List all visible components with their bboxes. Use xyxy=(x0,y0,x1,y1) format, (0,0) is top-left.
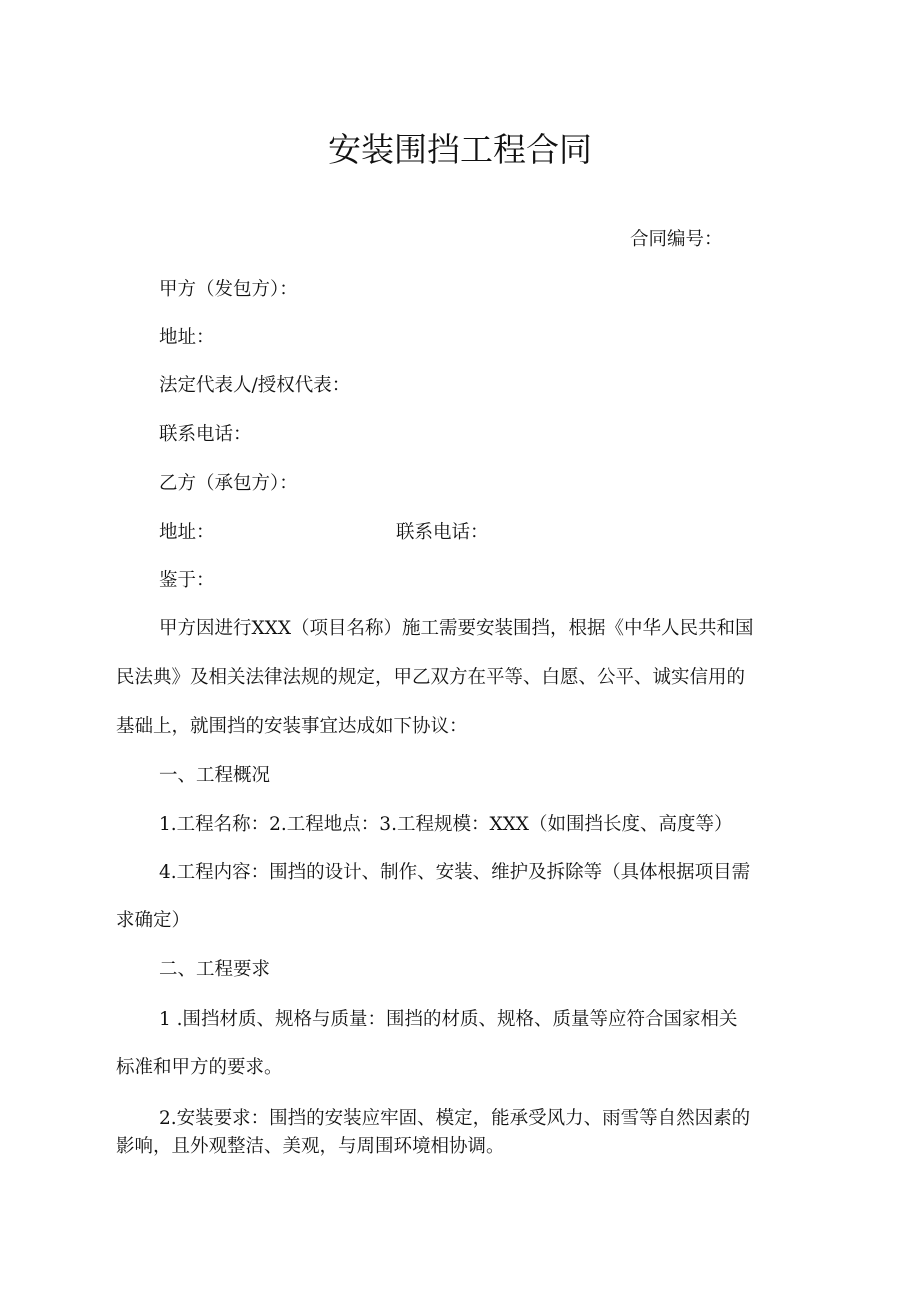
party-a-representative-label: 法定代表人/授权代表： xyxy=(159,375,351,396)
party-b-address-label: 地址： xyxy=(159,522,215,543)
item-line: 1 .围挡材质、规格与质量：围挡的材质、规格、质量等应符合国家相关 xyxy=(159,1009,738,1030)
item-line: 影响，且外观整洁、美观，与周围环境相协调。 xyxy=(116,1136,505,1157)
intro-line: 甲方因进行XXX（项目名称）施工需要安装围挡，根据《中华人民共和国 xyxy=(159,618,754,639)
contract-number-label: 合同编号： xyxy=(630,229,723,250)
item-line: 求确定） xyxy=(116,910,191,931)
item-line: 4.工程内容：围挡的设计、制作、安装、维护及拆除等（具体根据项目需 xyxy=(159,862,751,883)
party-b-phone-label: 联系电话： xyxy=(396,522,489,543)
item-line: 2.安装要求：围挡的安装应牢固、模定，能承受风力、雨雪等自然因素的 xyxy=(159,1108,751,1129)
party-b-label: 乙方（承包方）： xyxy=(159,473,298,494)
party-a-label: 甲方（发包方）： xyxy=(159,279,298,300)
document-title: 安装围挡工程合同 xyxy=(328,130,592,169)
party-a-phone-label: 联系电话： xyxy=(159,424,252,445)
section-2-heading: 二、工程要求 xyxy=(159,959,271,980)
item-line: 标准和甲方的要求。 xyxy=(116,1057,283,1078)
intro-line: 民法典》及相关法律法规的规定，甲乙双方在平等、白愿、公平、诚实信用的 xyxy=(116,667,746,688)
section-1-item-1: 1.工程名称：2.工程地点：3.工程规模：XXX（如围挡长度、高度等） xyxy=(159,814,733,835)
party-a-address-label: 地址： xyxy=(159,327,215,348)
section-1-heading: 一、工程概况 xyxy=(159,765,271,786)
intro-line: 基础上，就围挡的安装事宜达成如下协议： xyxy=(116,716,468,737)
whereas-label: 鉴于： xyxy=(159,570,215,591)
